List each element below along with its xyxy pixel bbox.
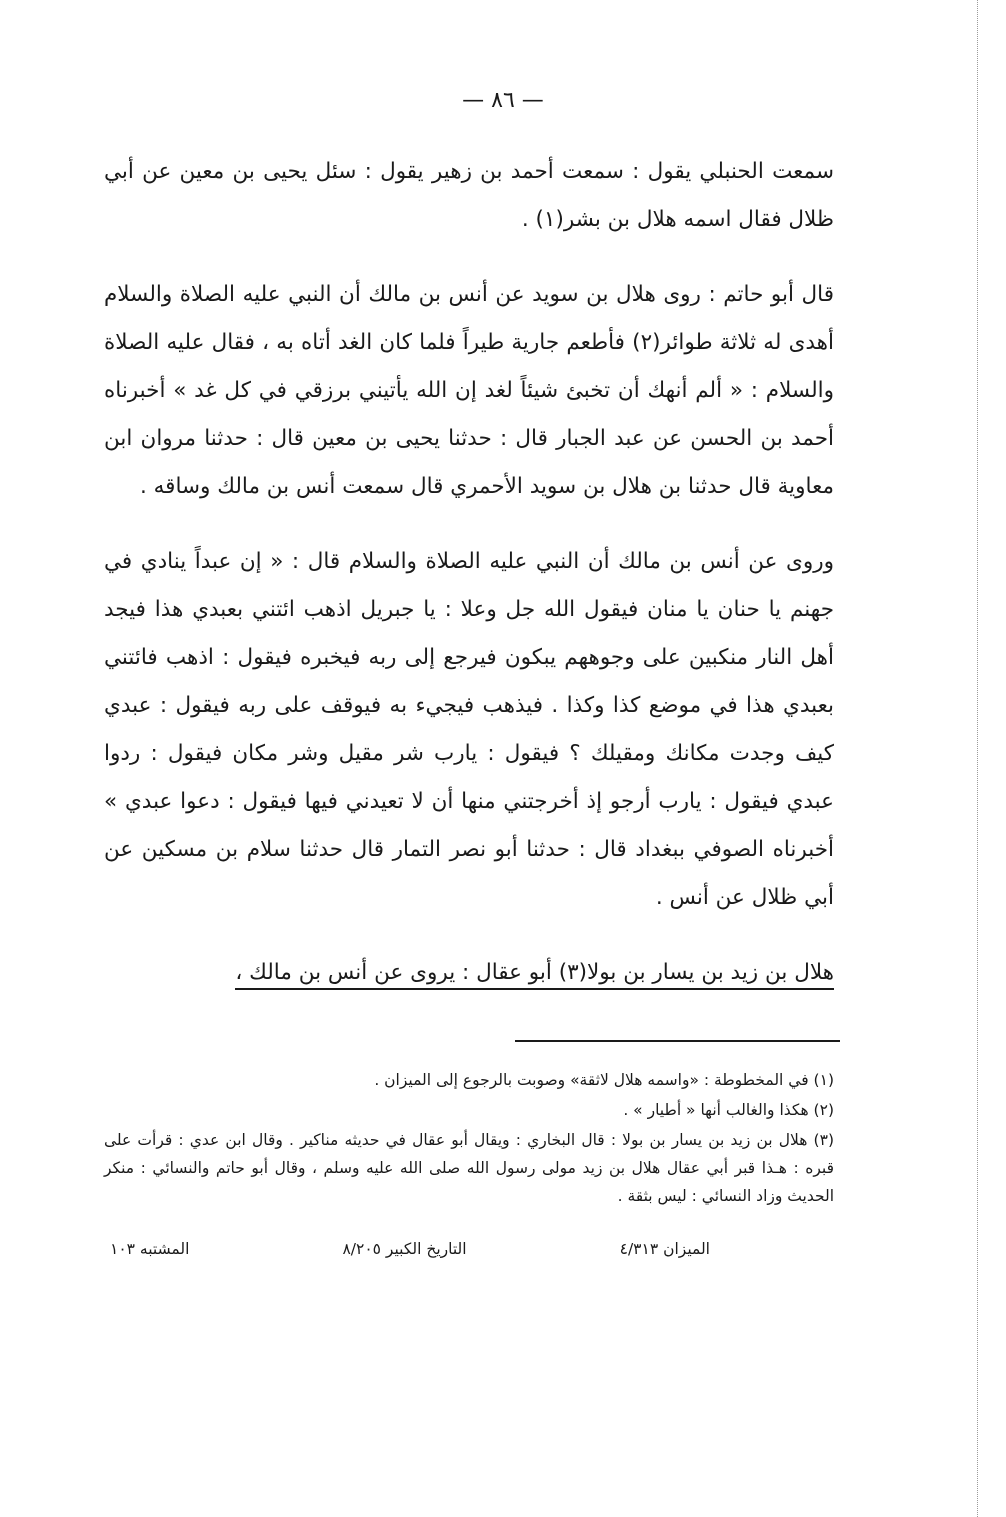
footnote-3: (٣) هلال بن زيد بن يسار بن بولا : قال البخاري : ويقال أبو عقال في حديثه مناكير . وقال ابن عدي : قرأت على قبره : هـذا قبر أبي عقال هلال بن زيد مولى رسول الله صلى الله عليه وسلم ، وقال أبو حاتم والنسائي : منكر الحديث وزاد النسائي : ليس بثقة . [104,1131,834,1205]
paragraph-1: سمعت الحنبلي يقول : سمعت أحمد بن زهير يقول : سئل يحيى بن معين عن أبي ظلال فقال اسمه هلال بن بشر(١) . [104,159,834,232]
footnotes [104,1066,834,1212]
paragraph-3: وروى عن أنس بن مالك أن النبي عليه الصلاة والسلام قال : « إن عبداً ينادي في جهنم يا حنان يا منان فيقول الله جل وعلا : يا جبريل اذهب ائتني بعبدي هذا فيجد أهل النار منكبين على وجوههم يبكون فيرجع إلى ربه فيخبره فيقول : اذهب فائتني بعبدي هذا في موضع كذا وكذا . فيذهب فيجيء به فيوقف على ربه فيقول : عبدي كيف وجدت مكانك ومقيلك ؟ فيقول : يارب شر مقيل وشر مكان فيقول : ردوا عبدي فيقول : يارب أرجو إذ أخرجتني منها أن لا تعيدني فيها فيقول : دعوا عبدي » أخبرناه الصوفي ببغداد قال : حدثنا أبو نصر التمار قال حدثنا سلام بن مسكين عن أبي ظلال عن أنس . [104,549,834,910]
entry-heading-line [104,949,834,997]
reference-tarikh-kabir: التاريخ الكبير ٨/٢٠٥ [342,1240,467,1258]
entry-heading: هلال بن زيد بن يسار بن بولا(٣) أبو عقال : يروى عن أنس بن مالك ، [235,960,834,990]
page-number: — ٨٦ — [462,88,544,113]
scan-edge-line [977,0,978,1517]
reference-mizan: الميزان ٤/٣١٣ [619,1240,710,1258]
footnote-divider [515,1040,840,1042]
reference-mushtabah: المشتبه ١٠٣ [110,1240,190,1258]
reference-line [110,1240,710,1258]
footnote-2: (٢) هكذا والغالب أنها « أطيار » . [623,1101,834,1119]
footnote-1: (١) في المخطوطة : «واسمه هلال لاثقة» وصوبت بالرجوع إلى الميزان . [374,1071,834,1089]
main-text [104,148,834,1024]
paragraph-2: قال أبو حاتم : روى هلال بن سويد عن أنس بن مالك أن النبي عليه الصلاة والسلام أهدى له ثلاثة طوائر(٢) فأطعم جارية طيراً فلما كان الغد أتاه به ، فقال عليه الصلاة والسلام : « ألم أنهك أن تخبئ شيئاً لغد إن الله يأتيني برزقي في كل غد » أخبرناه أحمد بن الحسن عن عبد الجبار قال : حدثنا يحيى بن معين قال : حدثنا مروان ابن معاوية قال حدثنا بن هلال بن سويد الأحمري قال سمعت أنس بن مالك وساقه . [104,282,834,499]
